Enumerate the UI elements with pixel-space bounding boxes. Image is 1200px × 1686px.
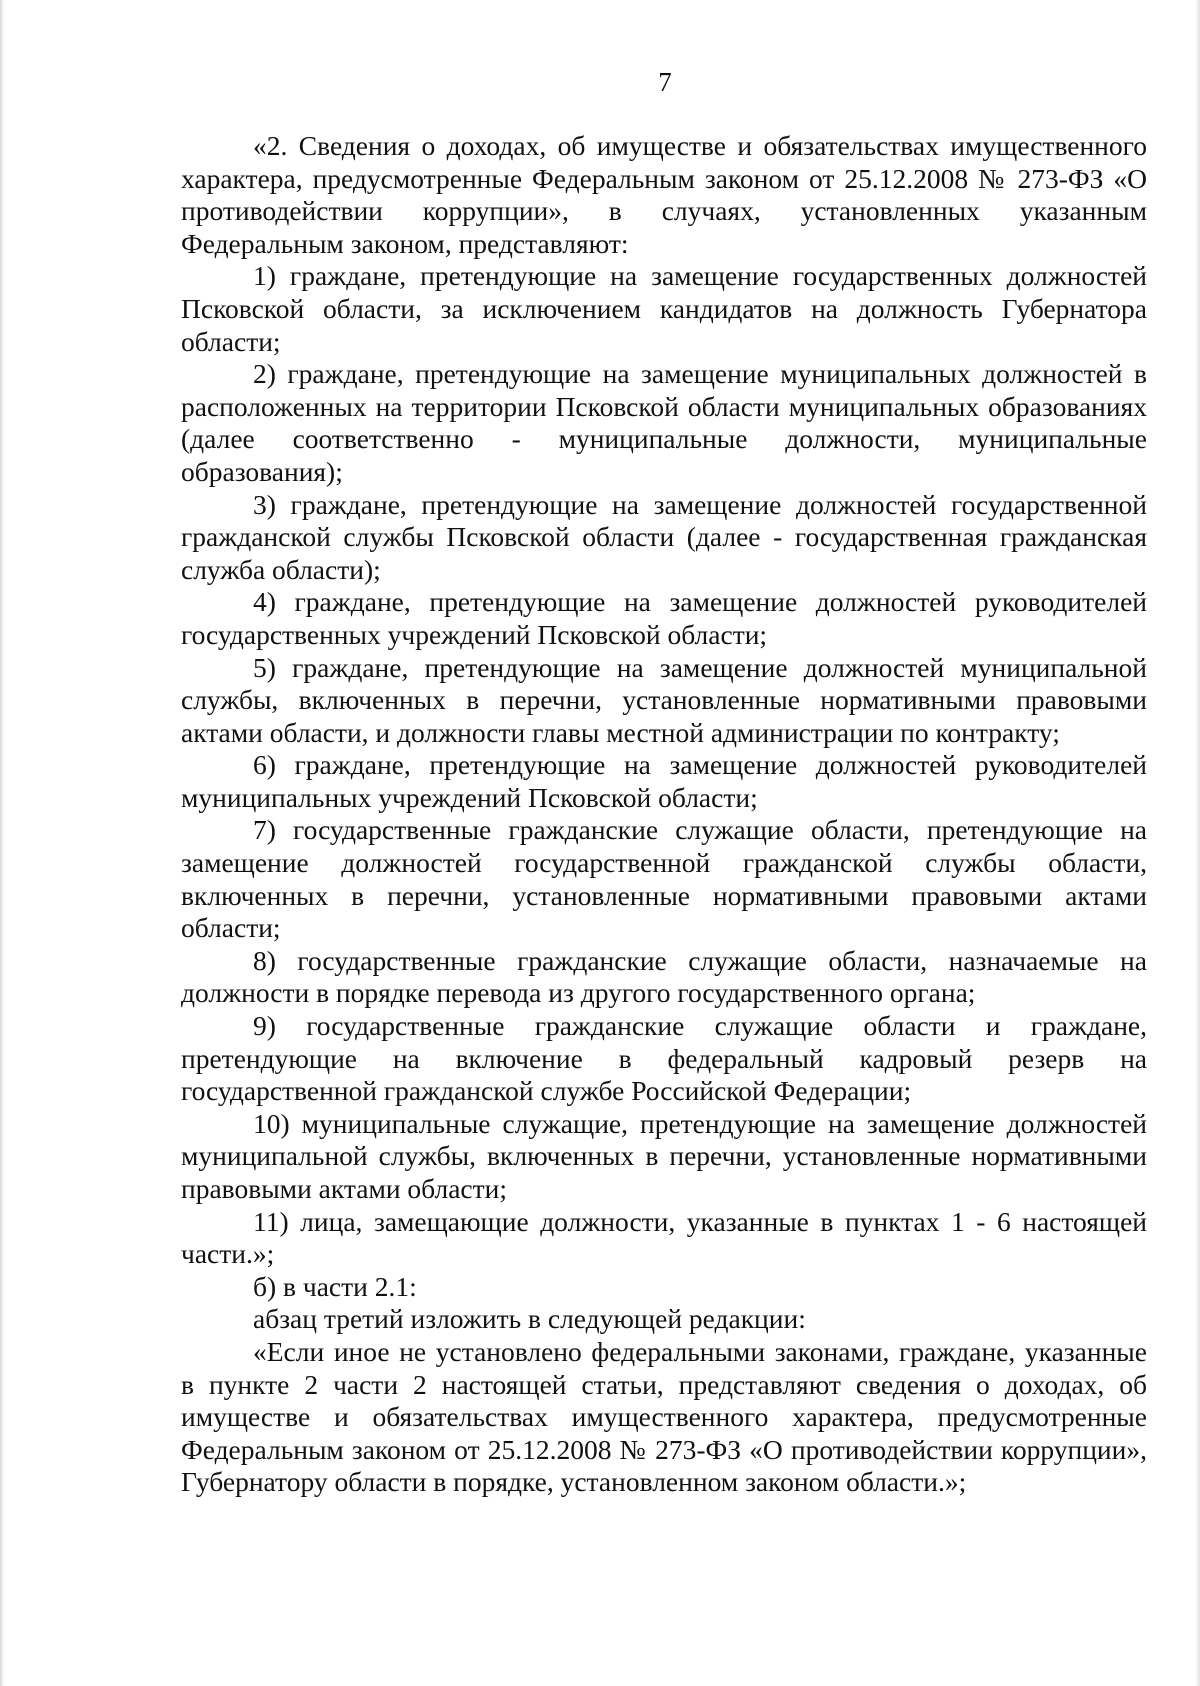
paragraph-item-1: 1) граждане, претендующие на замещение государственных должностей Псковской области, за исключением кандидатов на должность Губернатора области;: [181, 260, 1147, 357]
paragraph-subpoint-b: б) в части 2.1:: [253, 1270, 417, 1302]
document-body: [181, 130, 1147, 1499]
scan-edge-right: [1195, 0, 1200, 1686]
paragraph-amendment-text: «Если иное не установлено федеральными законами, граждане, указанные в пункте 2 части 2 настоящей статьи, представляют сведения о доходах, об имуществе и обязательствах имущественного характера, предусмотренные Федеральным законом от 25.12.2008 № 273-ФЗ «О противодействии коррупции», Губернатору области в порядке, установленном законом области.»;: [181, 1335, 1147, 1498]
scan-edge-left: [0, 0, 4, 1686]
paragraph-item-4: 4) граждане, претендующие на замещение должностей руководителей государственных учреждений Псковской области;: [181, 586, 1147, 650]
paragraph-item-2: 2) граждане, претендующие на замещение муниципальных должностей в расположенных на территории Псковской области муниципальных образованиях (далее соответственно - муниципальные должности, муниципальные образования);: [181, 358, 1147, 487]
page-number: 7: [658, 67, 672, 97]
paragraph-item-9: 9) государственные гражданские служащие области и граждане, претендующие на включение в федеральный кадровый резерв на государственной гражданской службе Российской Федерации;: [181, 1010, 1147, 1107]
paragraph-item-3: 3) граждане, претендующие на замещение должностей государственной гражданской службы Псковской области (далее - государственная гражданская служба области);: [181, 488, 1147, 585]
paragraph-item-7: 7) государственные гражданские служащие области, претендующие на замещение должностей государственной гражданской службы области, включенных в перечни, установленные нормативными правовыми актами области;: [181, 814, 1147, 944]
paragraph-item-8: 8) государственные гражданские служащие области, назначаемые на должности в порядке перевода из другого государственного органа;: [181, 944, 1147, 1009]
paragraph-item-5: 5) граждане, претендующие на замещение должностей муниципальной службы, включенных в перечни, установленные нормативными правовыми актами области, и должности главы местной администрации по контракту;: [181, 651, 1147, 748]
paragraph-amendment-instruction: абзац третий изложить в следующей редакции:: [253, 1303, 806, 1335]
paragraph-section-2-intro: «2. Сведения о доходах, об имуществе и обязательствах имущественного характера, предусмотренные Федеральным законом от 25.12.2008 № 273-ФЗ «О противодействии коррупции», в случаях, установленных указанным Федеральным законом, представляют:: [181, 130, 1147, 259]
paragraph-item-10: 10) муниципальные служащие, претендующие на замещение должностей муниципальной службы, включенных в перечни, установленные нормативными правовыми актами области;: [181, 1107, 1147, 1204]
paragraph-item-6: 6) граждане, претендующие на замещение должностей руководителей муниципальных учреждений Псковской области;: [181, 749, 1147, 813]
paragraph-item-11: 11) лица, замещающие должности, указанные в пунктах 1 - 6 настоящей части.»;: [181, 1205, 1147, 1270]
